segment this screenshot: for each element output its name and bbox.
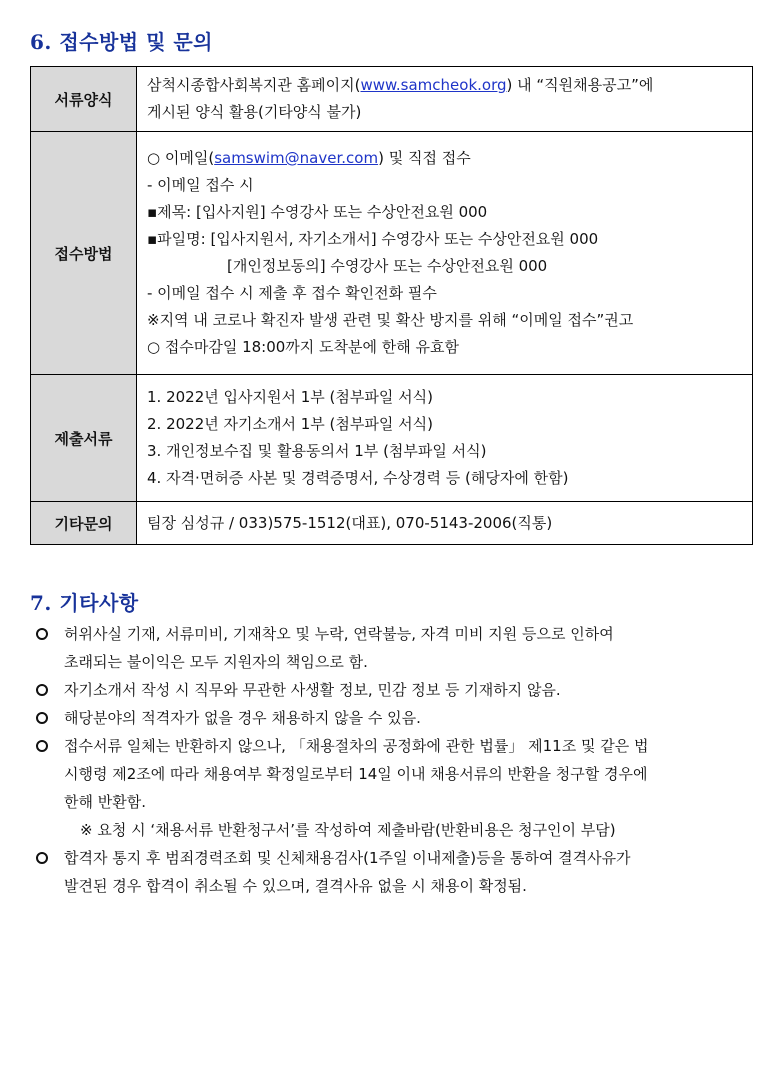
docs-form-text-pre: 삼척시종합사회복지관 홈페이지(: [147, 76, 361, 94]
email-link[interactable]: samswim@naver.com: [214, 149, 379, 167]
return-request-note: ※ 요청 시 ‘채용서류 반환청구서’를 작성하여 제출바람(반환비용은 청구인이 부담): [80, 821, 616, 839]
note-line: 허위사실 기재, 서류미비, 기재착오 및 누락, 연락불능, 자격 미비 지원 등으로 인하여: [64, 625, 614, 643]
label-docs-form: 서류양식: [31, 67, 137, 132]
row-method: [31, 132, 753, 375]
document-item: 2. 2022년 자기소개서 1부 (첨부파일 서식): [147, 415, 433, 433]
docs-form-line-1: [147, 72, 742, 99]
method-email-pre: ○ 이메일(: [147, 149, 215, 167]
inquiry-text: 팀장 심성규 / 033)575-1512(대표), 070-5143-2006(직통): [147, 513, 553, 532]
document-item: 1. 2022년 입사지원서 1부 (첨부파일 서식): [147, 388, 433, 406]
note-line: 초래되는 불이익은 모두 지원자의 책임으로 함.: [64, 653, 368, 671]
method-email-post: ) 및 직접 접수: [378, 149, 471, 167]
note-line: 발견된 경우 합격이 취소될 수 있으며, 결격사유 없을 시 채용이 확정됨.: [64, 877, 527, 895]
row-docs-form: [31, 67, 753, 132]
note-line: 한해 반환함.: [64, 793, 146, 811]
note-line: 시행령 제2조에 따라 채용여부 확정일로부터 14일 이내 채용서류의 반환을 청구할 경우에: [64, 765, 648, 783]
section-6-title: 6. 접수방법 및 문의: [30, 30, 214, 54]
circle-bullet-icon: [36, 684, 48, 696]
method-line: ▪파일명: [입사지원서, 자기소개서] 수영강사 또는 수상안전요원 000: [147, 230, 599, 248]
list-item: [36, 676, 752, 704]
application-info-table: [30, 66, 753, 545]
homepage-link[interactable]: www.samcheok.org: [360, 76, 507, 94]
section-7-title: 7. 기타사항: [30, 591, 139, 615]
method-line: ○ 접수마감일 18:00까지 도착분에 한해 유효함: [147, 338, 459, 356]
list-item: [36, 844, 752, 900]
method-line: ▪제목: [입사지원] 수영강사 또는 수상안전요원 000: [147, 203, 488, 221]
method-line: - 이메일 접수 시 제출 후 접수 확인전화 필수: [147, 284, 437, 302]
row-documents: [31, 375, 753, 502]
label-method: 접수방법: [31, 132, 137, 375]
method-line: ※지역 내 코로나 확진자 발생 관련 및 확산 방지를 위해 “이메일 접수”권고: [147, 311, 634, 329]
label-inquiry: 기타문의: [31, 502, 137, 545]
docs-form-content: [137, 67, 753, 132]
documents-content: [137, 375, 753, 502]
note-line: 접수서류 일체는 반환하지 않으나, 「채용절차의 공정화에 관한 법률」 제11조 및 같은 법: [64, 737, 649, 755]
list-item: [36, 620, 752, 676]
document-item: 3. 개인정보수집 및 활용동의서 1부 (첨부파일 서식): [147, 442, 487, 460]
list-item: [36, 732, 752, 816]
circle-bullet-icon: [36, 712, 48, 724]
label-documents: 제출서류: [31, 375, 137, 502]
circle-bullet-icon: [36, 628, 48, 640]
docs-form-text-post: ) 내 “직원채용공고”에: [506, 76, 654, 94]
note-line: 자기소개서 작성 시 직무와 무관한 사생활 정보, 민감 정보 등 기재하지 않음.: [64, 681, 561, 699]
method-line: [개인정보동의] 수영강사 또는 수상안전요원 000: [227, 257, 548, 275]
note-line: 합격자 통지 후 범죄경력조회 및 신체채용검사(1주일 이내제출)등을 통하여 결격사유가: [64, 849, 631, 867]
other-notes-list: [36, 620, 752, 900]
row-inquiry: [31, 502, 753, 545]
list-item: [36, 704, 752, 732]
inquiry-content: [137, 502, 753, 545]
note-line: 해당분야의 적격자가 없을 경우 채용하지 않을 수 있음.: [64, 709, 421, 727]
circle-bullet-icon: [36, 740, 48, 752]
method-line: - 이메일 접수 시: [147, 176, 254, 194]
method-content: [137, 132, 753, 375]
method-email-line: [147, 145, 742, 172]
docs-form-line-2: 게시된 양식 활용(기타양식 불가): [147, 103, 362, 121]
document-item: 4. 자격·면허증 사본 및 경력증명서, 수상경력 등 (해당자에 한함): [147, 469, 569, 487]
circle-bullet-icon: [36, 852, 48, 864]
